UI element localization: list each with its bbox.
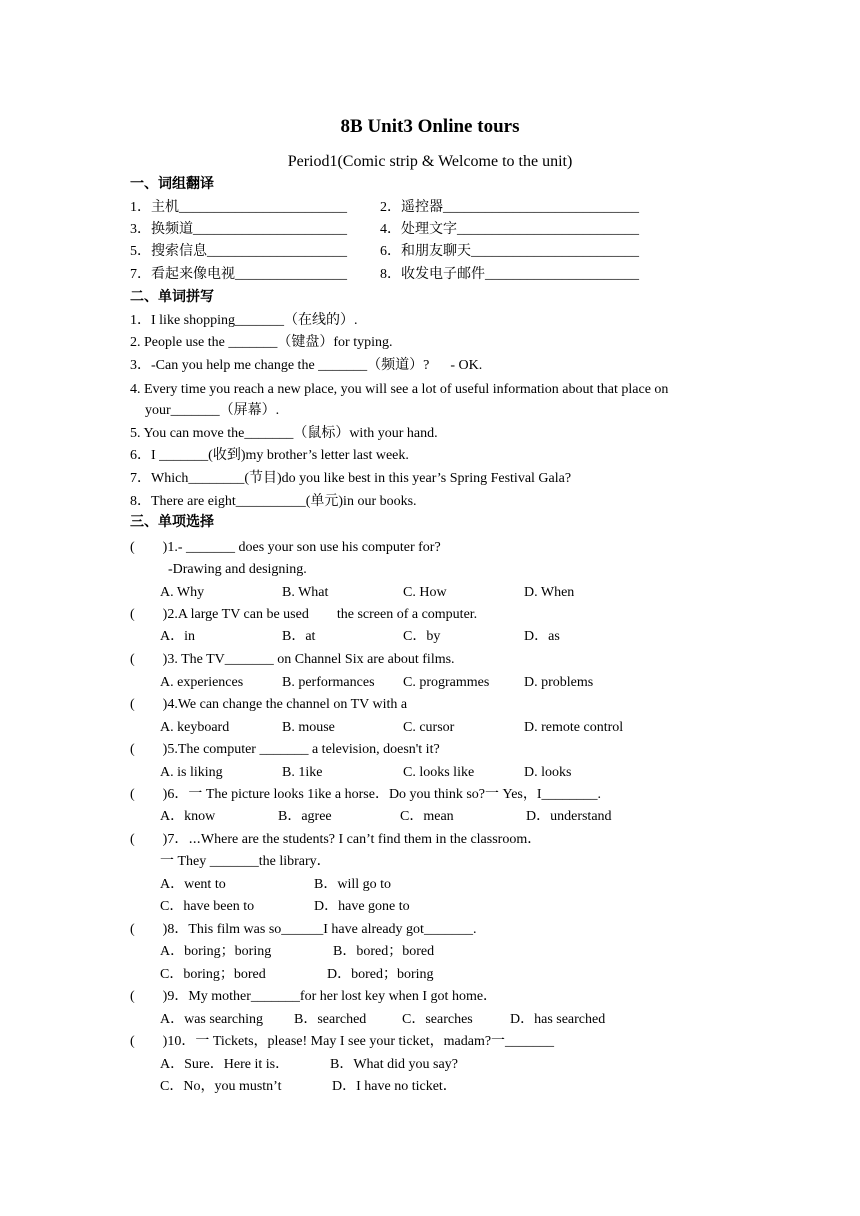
phrase-item-2: 2．遥控器____________________________ bbox=[380, 200, 639, 215]
option-b: B．agree bbox=[278, 809, 332, 824]
option-b: B．will go to bbox=[314, 877, 392, 892]
section-1-heading: 一、词组翻译 bbox=[130, 177, 214, 192]
spelling-line: 2. People use the _______（键盘）for typing. bbox=[130, 335, 393, 350]
question-8: ( )8．This film was so______I have already got_______. bbox=[130, 922, 477, 937]
spelling-line: 7．Which________(节目)do you like best in this year’s Spring Festival Gala? bbox=[130, 471, 572, 486]
option-d: D．has searched bbox=[510, 1012, 606, 1027]
phrase-item-3: 3．换频道______________________ bbox=[130, 222, 347, 237]
option-d: D. remote control bbox=[524, 720, 624, 735]
page-subtitle: Period1(Comic strip & Welcome to the unit) bbox=[287, 153, 573, 170]
phrase-item-5: 5．搜索信息____________________ bbox=[130, 244, 347, 259]
option-b: B．searched bbox=[294, 1012, 367, 1027]
option-d: D. When bbox=[524, 585, 575, 600]
option-a: A．Sure．Here it is． bbox=[160, 1057, 290, 1072]
option-b: B．at bbox=[282, 629, 316, 644]
option-a: A．was searching bbox=[160, 1012, 264, 1027]
option-c: C．mean bbox=[400, 809, 454, 824]
question-5: ( )5.The computer _______ a television, doesn't it? bbox=[130, 742, 440, 757]
question-1-reply: -Drawing and designing. bbox=[168, 562, 307, 577]
option-c: C．by bbox=[403, 629, 441, 644]
question-7: ( )7．⋯Where are the students? I can’t find them in the classroom． bbox=[130, 832, 542, 847]
phrase-item-7: 7．看起来像电视________________ bbox=[130, 267, 347, 282]
option-c: C. How bbox=[403, 585, 447, 600]
option-d: D．bored；boring bbox=[327, 967, 434, 982]
option-a: A. is liking bbox=[160, 765, 223, 780]
phrase-item-6: 6．和朋友聊天________________________ bbox=[380, 244, 639, 259]
question-9: ( )9．My mother_______for her lost key when I got home． bbox=[130, 989, 498, 1004]
option-c: C．No，you mustn’t bbox=[160, 1079, 282, 1094]
option-c: C．searches bbox=[402, 1012, 473, 1027]
option-a: A．in bbox=[160, 629, 195, 644]
option-c: C. cursor bbox=[403, 720, 455, 735]
option-d: D．as bbox=[524, 629, 560, 644]
option-b: B. mouse bbox=[282, 720, 335, 735]
option-a: A．went to bbox=[160, 877, 226, 892]
section-2-heading: 二、单词拼写 bbox=[130, 290, 214, 305]
option-c: C．boring；bored bbox=[160, 967, 266, 982]
option-a: A．boring；boring bbox=[160, 944, 272, 959]
option-b: B. performances bbox=[282, 675, 375, 690]
option-a: A. Why bbox=[160, 585, 205, 600]
option-c: C. looks like bbox=[403, 765, 475, 780]
spelling-line: your_______（屏幕）. bbox=[145, 403, 280, 418]
option-c: C．have been to bbox=[160, 899, 255, 914]
spelling-line: 1．I like shopping_______（在线的）. bbox=[130, 313, 358, 328]
option-d: D．I have no ticket． bbox=[332, 1079, 457, 1094]
section-3-heading: 三、单项选择 bbox=[130, 515, 214, 530]
phrase-item-4: 4．处理文字__________________________ bbox=[380, 222, 639, 237]
phrase-item-8: 8．收发电子邮件______________________ bbox=[380, 267, 639, 282]
question-6: ( )6．一 The picture looks 1ike a horse．Do you think so?一 Yes，I________. bbox=[130, 787, 602, 802]
option-a: A. keyboard bbox=[160, 720, 230, 735]
question-4: ( )4.We can change the channel on TV with a bbox=[130, 697, 408, 712]
option-d: D．understand bbox=[526, 809, 612, 824]
spelling-line: 6．I _______(收到)my brother’s letter last week. bbox=[130, 448, 409, 463]
phrase-item-1: 1．主机________________________ bbox=[130, 200, 347, 215]
page-title: 8B Unit3 Online tours bbox=[340, 116, 520, 137]
option-d: D．have gone to bbox=[314, 899, 410, 914]
option-a: A. experiences bbox=[160, 675, 244, 690]
option-b: B．bored；bored bbox=[333, 944, 435, 959]
question-7-reply: 一 They _______the library． bbox=[160, 854, 331, 869]
spelling-line: 3．-Can you help me change the _______（频道）? - OK. bbox=[130, 358, 483, 373]
question-2: ( )2.A large TV can be used the screen of a computer. bbox=[130, 607, 478, 622]
option-d: D. looks bbox=[524, 765, 572, 780]
option-c: C. programmes bbox=[403, 675, 490, 690]
question-1: ( )1.- _______ does your son use his computer for? bbox=[130, 540, 441, 555]
option-b: B. 1ike bbox=[282, 765, 323, 780]
spelling-line: 5. You can move the_______（鼠标）with your hand. bbox=[130, 426, 438, 441]
option-b: B．What did you say? bbox=[330, 1057, 458, 1072]
option-a: A．know bbox=[160, 809, 216, 824]
spelling-line: 4. Every time you reach a new place, you will see a lot of useful information about that place on bbox=[130, 382, 669, 397]
option-d: D. problems bbox=[524, 675, 594, 690]
option-b: B. What bbox=[282, 585, 329, 600]
question-3: ( )3. The TV_______ on Channel Six are about films. bbox=[130, 652, 455, 667]
question-10: ( )10．一 Tickets，please! May I see your ticket，madam?一_______ bbox=[130, 1034, 555, 1049]
spelling-line: 8．There are eight__________(单元)in our books. bbox=[130, 494, 417, 509]
